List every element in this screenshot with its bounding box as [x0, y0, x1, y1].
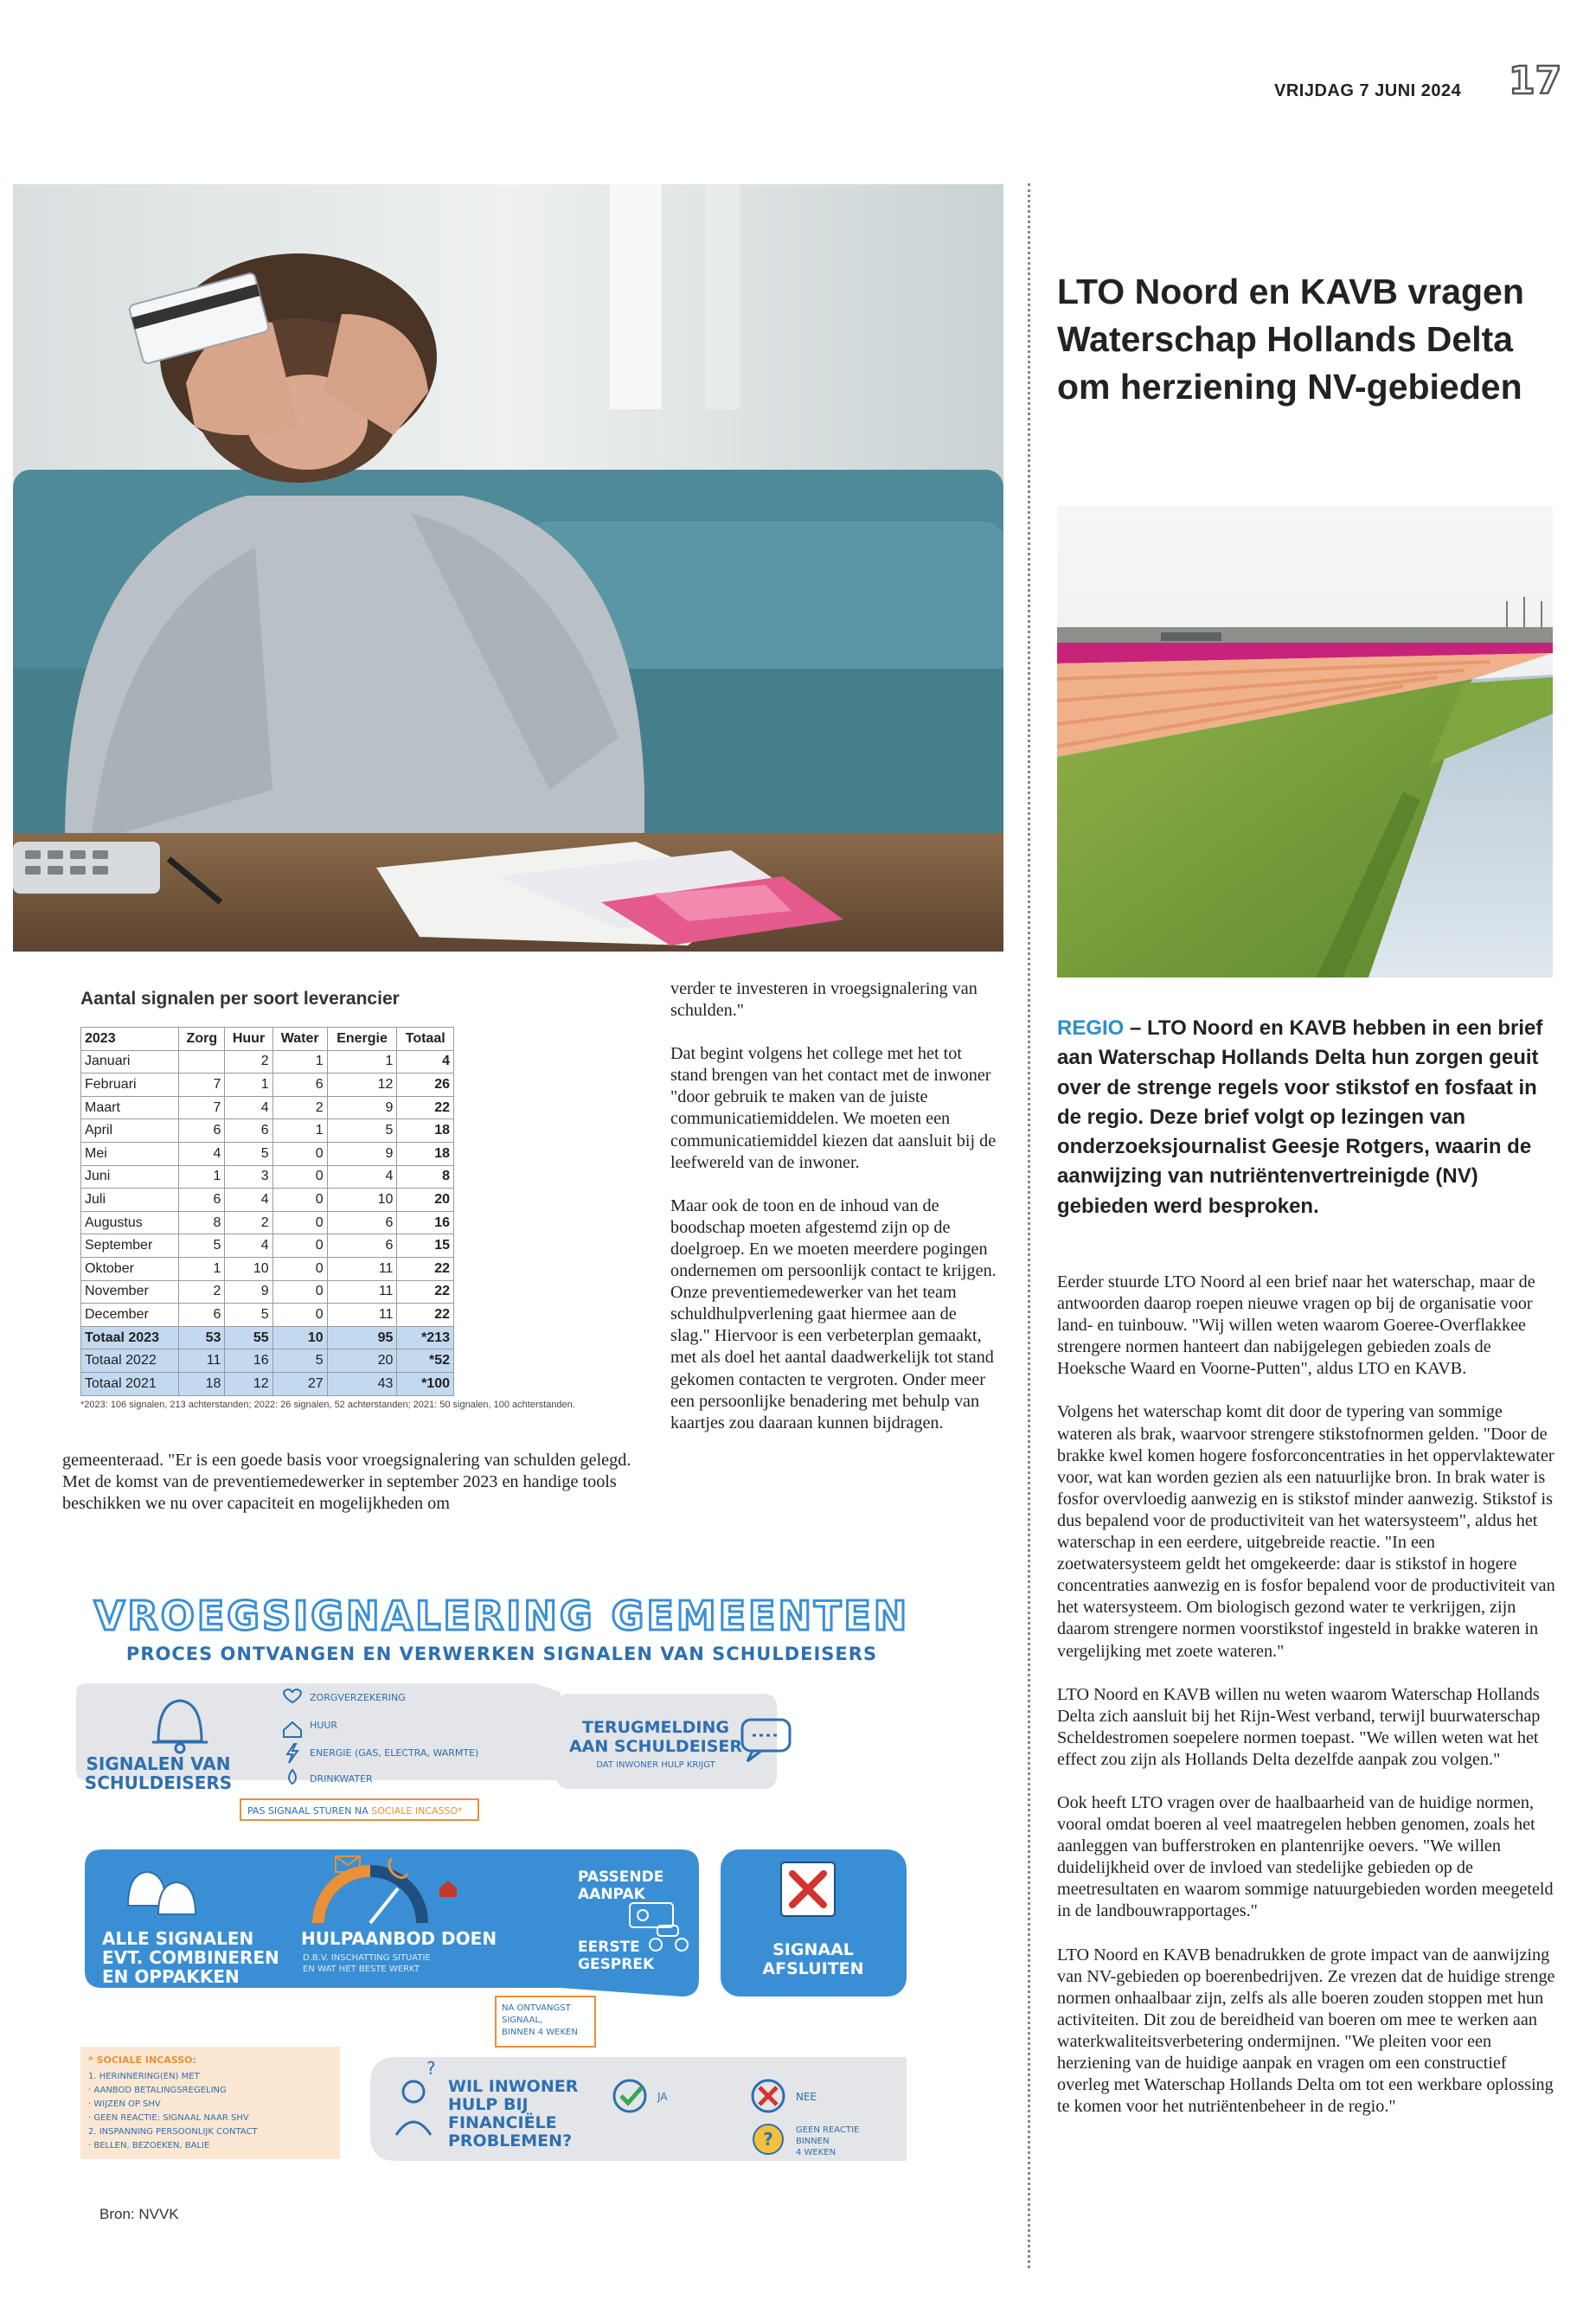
table-cell: 27 — [272, 1372, 327, 1395]
table-cell: Energie — [327, 1028, 397, 1051]
infographic-subtitle: PROCES ONTVANGEN EN VERWERKEN SIGNALEN VAN SCHULDEISERS — [125, 1644, 878, 1664]
svg-text:PAS SIGNAAL STUREN NA SOCIALE — [247, 1805, 463, 1817]
table-cell: 22 — [397, 1096, 454, 1119]
table-cell: 11 — [327, 1257, 397, 1280]
left-article-middle — [670, 978, 997, 1456]
table-cell: 53 — [179, 1326, 225, 1349]
table-cell: 4 — [397, 1050, 454, 1074]
table-cell: 10 — [327, 1189, 397, 1212]
signaal-afsluiten-label: SIGNAAL — [772, 1940, 854, 1959]
table-cell: 6 — [179, 1119, 225, 1143]
table-cell: 43 — [327, 1372, 397, 1395]
article-paragraph: LTO Noord en KAVB willen nu weten waarom Waterschap Hollands Delta zich aansluit bij het Rijn-West verband, terwijl buurwaterschap Scheldestromen soepelere normen toepast. "We willen weten wat het effect zou zijn als Hollands Delta dezelfde aanpak zou volgen." — [1057, 1684, 1541, 1769]
eerste-gesprek-label: GESPREK — [578, 1956, 655, 1973]
svg-text:2. INSPANNING PERSOONLIJK CONT: 2. INSPANNING PERSOONLIJK CONTACT — [88, 2127, 258, 2137]
table-cell: 6 — [327, 1234, 397, 1258]
terugmelding-sub: DAT INWONER HULP KRIJGT — [596, 1760, 715, 1770]
table-cell: 10 — [225, 1257, 272, 1280]
table-cell: 8 — [397, 1165, 454, 1189]
svg-text:ALLE SIGNALEN: ALLE SIGNALEN — [102, 1928, 254, 1949]
table-cell: 6 — [179, 1304, 225, 1327]
infographic-title: VROEGSIGNALERING GEMEENTEN — [93, 1593, 910, 1639]
table-cell: 0 — [272, 1257, 327, 1280]
table-row — [81, 1372, 454, 1395]
table-row — [81, 1074, 454, 1097]
table-cell: Juni — [81, 1165, 179, 1189]
svg-text:1. HERINNERING(EN) MET: 1. HERINNERING(EN) MET — [88, 2072, 200, 2081]
table-cell: Totaal 2022 — [81, 1349, 179, 1373]
hulpaanbod-sub: D.B.V. INSCHATTING SITUATIE — [303, 1953, 431, 1963]
type-label: DRINKWATER — [310, 1773, 373, 1785]
table-cell: Januari — [81, 1050, 179, 1074]
table-cell: 2023 — [81, 1028, 179, 1051]
table-cell: *213 — [397, 1326, 454, 1349]
table-cell: 4 — [225, 1189, 272, 1212]
table-cell: 12 — [327, 1074, 397, 1097]
table-cell: 5 — [225, 1142, 272, 1165]
table-row — [81, 1349, 454, 1373]
svg-text:?: ? — [426, 2058, 436, 2079]
table-row — [81, 1189, 454, 1212]
table-cell: Zorg — [179, 1028, 225, 1051]
table-cell: 1 — [272, 1050, 327, 1074]
table-cell: 11 — [327, 1304, 397, 1327]
table-row — [81, 1096, 454, 1119]
table-cell: 11 — [179, 1349, 225, 1373]
signals-table-block — [80, 989, 634, 1410]
table-cell: 11 — [327, 1280, 397, 1304]
table-cell: 10 — [272, 1326, 327, 1349]
type-label: ENERGIE (GAS, ELECTRA, WARMTE) — [310, 1747, 479, 1759]
article-paragraph: Volgens het waterschap komt dit door de typering van sommige wateren als brak, waarvoor strengere stikstofnormen gelden. "Door de brakke kwel komen hogere fosforconcentraties in het oppervlaktewater voor, wat kan worden gezien als een natuurlijke bron. In brak water is fosfor overvloedig aanwezig en is stikstof minder aanwezig. Stikstof is dus bepalend voor de productiviteit van het watersysteem", aldus het waterschap in een eerdere, uitgebreide reactie. "In een zoetwatersysteem geldt het omgekeerde: daar is stikstof in hogere concentraties aanwezig en is fosfor bepalend voor de productiviteit van het watersysteem. Om biologisch gezond water te verkrijgen, zijn daarom strengere normen voorstikstof ingesteld in brakke wateren in vergelijking met zoete wateren." — [1057, 1402, 1555, 1661]
table-row — [81, 1280, 454, 1304]
table-row — [81, 1050, 454, 1074]
table-row — [81, 1234, 454, 1258]
table-cell: November — [81, 1280, 179, 1304]
column-divider — [1028, 183, 1030, 2268]
table-cell: 8 — [179, 1211, 225, 1234]
table-cell: 6 — [179, 1189, 225, 1212]
table-cell: 2 — [225, 1050, 272, 1074]
table-cell: 0 — [272, 1280, 327, 1304]
pas-tag-highlight: SOCIALE INCASSO* — [371, 1805, 463, 1817]
table-cell: 26 — [397, 1074, 454, 1097]
table-cell: 5 — [179, 1234, 225, 1258]
table-cell: 15 — [397, 1234, 454, 1258]
table-cell: 3 — [225, 1165, 272, 1189]
photo-tulip-fields — [1057, 506, 1553, 977]
table-cell: 1 — [272, 1119, 327, 1143]
table-cell: 6 — [225, 1119, 272, 1143]
table-cell: 1 — [327, 1050, 397, 1074]
table-cell: *100 — [397, 1372, 454, 1395]
table-cell: Februari — [81, 1074, 179, 1097]
table-cell: 55 — [225, 1326, 272, 1349]
type-label: ZORGVERZEKERING — [310, 1692, 406, 1703]
table-cell: 0 — [272, 1189, 327, 1212]
svg-text:BINNEN: BINNEN — [796, 2137, 830, 2146]
table-cell: Water — [272, 1028, 327, 1051]
table-cell: 6 — [327, 1211, 397, 1234]
table-cell: 0 — [272, 1211, 327, 1234]
table-cell: September — [81, 1234, 179, 1258]
article-paragraph: Dat begint volgens het college met het tot stand brengen van het contact met de inwoner "door gebruik te maken van de juiste communicatiemiddelen. We moeten een communicatiemiddel kiezen dat aansluit bij de leefwereld van de inwoner. — [670, 1044, 997, 1172]
ja-label: JA — [657, 2091, 668, 2103]
table-cell: 18 — [397, 1119, 454, 1143]
table-cell: 5 — [272, 1349, 327, 1373]
article-headline: LTO Noord en KAVB vragen Waterschap Hollands Delta om herziening NV-gebieden — [1057, 272, 1524, 407]
svg-text:· AANBOD BETALINGSREGELING: · AANBOD BETALINGSREGELING — [88, 2086, 227, 2095]
table-cell: 18 — [179, 1372, 225, 1395]
page-date: VRIJDAG 7 JUNI 2024 — [1274, 81, 1462, 100]
passende-label: AANPAK — [578, 1886, 645, 1903]
table-cell: Totaal 2023 — [81, 1326, 179, 1349]
svg-text:· GEEN REACTIE: SIGNAAL NAAR S: · GEEN REACTIE: SIGNAAL NAAR SHV — [88, 2113, 249, 2123]
table-cell: 0 — [272, 1304, 327, 1327]
svg-text:BINNEN 4 WEKEN: BINNEN 4 WEKEN — [502, 2028, 578, 2037]
left-article-bottom: gemeenteraad. "Er is een goede basis voor vroegsignalering van schulden gelegd. Met de komst van de preventiemedewerker in september 2023 en handige tools beschikken we nu over capaciteit en mogelijkheden om — [62, 1451, 631, 1514]
signals-table — [80, 1027, 454, 1396]
table-cell: 4 — [179, 1142, 225, 1165]
table-row — [81, 1257, 454, 1280]
hulpaanbod-sub: EN WAT HET BESTE WERKT — [303, 1965, 420, 1974]
type-label: HUUR — [310, 1720, 338, 1731]
svg-text:· WIJZEN OP SHV: · WIJZEN OP SHV — [88, 2099, 161, 2109]
incasso-title: * SOCIALE INCASSO: — [88, 2054, 196, 2066]
table-cell: 12 — [225, 1372, 272, 1395]
table-cell: Oktober — [81, 1257, 179, 1280]
svg-text:EVT. COMBINEREN: EVT. COMBINEREN — [102, 1947, 279, 1968]
source-credit: Bron: NVVK — [99, 2206, 179, 2222]
table-cell: Huur — [225, 1028, 272, 1051]
question-icon — [753, 2125, 783, 2154]
table-row — [81, 1326, 454, 1349]
table-cell: 9 — [225, 1280, 272, 1304]
page-number: 17 — [1509, 59, 1562, 103]
table-header-row — [81, 1028, 454, 1051]
table-cell: Maart — [81, 1096, 179, 1119]
table-cell: Mei — [81, 1142, 179, 1165]
article-paragraph: Eerder stuurde LTO Noord al een brief naar het waterschap, maar de antwoorden daarop roepen nieuwe vragen op bij de organisatie voor land- en tuinbouw. "Wij willen weten waarom Goeree-Overflakkee strengere normen hanteert dan nabijgelegen gebieden zoals de Hoeksche Waard en Voorne-Putten", aldus LTO en KAVB. — [1057, 1272, 1535, 1379]
table-cell: 0 — [272, 1234, 327, 1258]
table-cell: 4 — [327, 1165, 397, 1189]
signalen-label: SIGNALEN VAN — [86, 1753, 231, 1774]
svg-text:· BELLEN, BEZOEKEN, BALIE: · BELLEN, BEZOEKEN, BALIE — [88, 2141, 210, 2150]
svg-text:EN OPPAKKEN: EN OPPAKKEN — [102, 1966, 240, 1987]
pas-tag-text: PAS SIGNAAL STUREN NA — [247, 1805, 369, 1817]
table-cell: Totaal 2021 — [81, 1372, 179, 1395]
table-cell: 9 — [327, 1142, 397, 1165]
table-cell: 6 — [272, 1074, 327, 1097]
lead-text: – LTO Noord en KAVB hebben in een brief aan Waterschap Hollands Delta hun zorgen geuit over de strenge regels voor stikstof en fosfaat in de regio. Deze brief volgt op lezingen van onderzoeksjournalist Geesje Rotgers, waarin de aanwijzing van nutriëntenvertreinigde (NV) gebieden werd besproken. — [1057, 1016, 1543, 1218]
table-cell: 0 — [272, 1165, 327, 1189]
table-cell: 7 — [179, 1074, 225, 1097]
svg-text:PROBLEMEN?: PROBLEMEN? — [448, 2131, 573, 2150]
hulpaanbod-label: HULPAANBOD DOEN — [301, 1928, 497, 1949]
table-cell: 1 — [179, 1257, 225, 1280]
infographic — [76, 1581, 928, 2180]
lead-tag: REGIO — [1057, 1016, 1125, 1040]
table-cell: April — [81, 1119, 179, 1143]
svg-text:HULP BIJ: HULP BIJ — [448, 2095, 529, 2114]
signaal-afsluiten-label: AFSLUITEN — [762, 1959, 864, 1978]
table-cell: 20 — [327, 1349, 397, 1373]
table-cell: 5 — [327, 1119, 397, 1143]
table-row — [81, 1211, 454, 1234]
signalen-label: SCHULDEISERS — [84, 1772, 233, 1793]
table-cell: 95 — [327, 1326, 397, 1349]
table-cell: 4 — [225, 1234, 272, 1258]
table-row — [81, 1119, 454, 1143]
article-paragraph: LTO Noord en KAVB benadrukken de grote impact van de aanwijzing van NV-gebieden op boerenbedrijven. Ze vrezen dat de huidige strenge normen onhaalbaar zijn, zelfs als alle boeren zouden stoppen met hun activiteiten. Dit zou de bereidheid van boeren om mee te werken aan waterkwaliteitsverbetering ondermijnen. "We pleiten voor een herziening van de huidige aanpak en vragen om een constructief overleg met Waterschap Hollands Delta om tot een werkbare oplossing te komen voor het nutriëntenbeheer in de regio." — [1057, 1945, 1555, 2117]
table-cell: 9 — [327, 1096, 397, 1119]
svg-text:FINANCIËLE: FINANCIËLE — [448, 2113, 557, 2132]
table-cell: 1 — [225, 1074, 272, 1097]
table-cell: 2 — [225, 1211, 272, 1234]
svg-text:GEEN REACTIE: GEEN REACTIE — [796, 2125, 860, 2135]
table-cell: 2 — [179, 1280, 225, 1304]
table-cell: 16 — [397, 1211, 454, 1234]
photo-stressed-woman — [13, 184, 1003, 952]
table-cell: Augustus — [81, 1211, 179, 1234]
table-cell: 18 — [397, 1142, 454, 1165]
article-body — [1057, 1272, 1561, 2139]
terugmelding-label: AAN SCHULDEISER — [568, 1737, 743, 1756]
table-row — [81, 1165, 454, 1189]
table-row — [81, 1304, 454, 1327]
table-cell: Juli — [81, 1189, 179, 1212]
table-cell — [179, 1050, 225, 1074]
svg-text:SIGNAAL,: SIGNAAL, — [502, 2016, 543, 2025]
table-cell: 1 — [179, 1165, 225, 1189]
nee-label: NEE — [796, 2091, 817, 2103]
table-cell: 22 — [397, 1304, 454, 1327]
article-lead — [1057, 1014, 1559, 1221]
table-cell: 2 — [272, 1096, 327, 1119]
table-footnote: *2023: 106 signalen, 213 achterstanden; 2022: 26 signalen, 52 achterstanden; 2021: 50 signalen, 100 achterstanden. — [80, 1399, 575, 1410]
table-cell: 22 — [397, 1257, 454, 1280]
table-cell: Totaal — [397, 1028, 454, 1051]
table-cell: 0 — [272, 1142, 327, 1165]
table-cell: 5 — [225, 1304, 272, 1327]
table-row — [81, 1142, 454, 1165]
table-cell: 7 — [179, 1096, 225, 1119]
terugmelding-label: TERUGMELDING — [582, 1718, 729, 1737]
svg-text:?: ? — [763, 2129, 773, 2150]
article-paragraph: verder te investeren in vroegsignalering van schulden." — [670, 979, 977, 1021]
table-cell: 20 — [397, 1189, 454, 1212]
table-title: Aantal signalen per soort leverancier — [80, 989, 400, 1009]
svg-text:NA ONTVANGST: NA ONTVANGST — [502, 2003, 571, 2013]
svg-text:4 WEKEN: 4 WEKEN — [796, 2148, 836, 2157]
table-cell: December — [81, 1304, 179, 1327]
eerste-gesprek-label: EERSTE — [578, 1939, 640, 1956]
svg-text:WIL INWONER: WIL INWONER — [448, 2077, 579, 2096]
table-cell: 16 — [225, 1349, 272, 1373]
table-cell: *52 — [397, 1349, 454, 1373]
article-paragraph: Ook heeft LTO vragen over de haalbaarheid van de huidige normen, vooral omdat boeren al veel maatregelen hebben genomen, zoals het aanleggen van bufferstroken en plantenrijke oevers. "We willen duidelijkheid over de invloed van stedelijke gebieden op de meetresultaten en waarom sommige natuurgebieden worden meegeteld in de landbouwrapportages." — [1057, 1792, 1554, 1921]
table-cell: 22 — [397, 1280, 454, 1304]
table-cell: 4 — [225, 1096, 272, 1119]
passende-label: PASSENDE — [578, 1868, 664, 1886]
article-paragraph: Maar ook de toon en de inhoud van de boodschap moeten afgestemd zijn op de doelgroep. En we moeten meerdere pogingen ondernemen om persoonlijk contact te krijgen. Onze preventiemedewerker van het team schuldhulpverlening gaat hiermee aan de slag." Hiervoor is een verbeterplan gemaakt, met als doel het aantal daadwerkelijk tot stand gekomen contacten te vergroten. Onder meer een persoonlijke benadering met behulp van kaartjes zou daaraan kunnen bijdragen. — [670, 1195, 997, 1433]
